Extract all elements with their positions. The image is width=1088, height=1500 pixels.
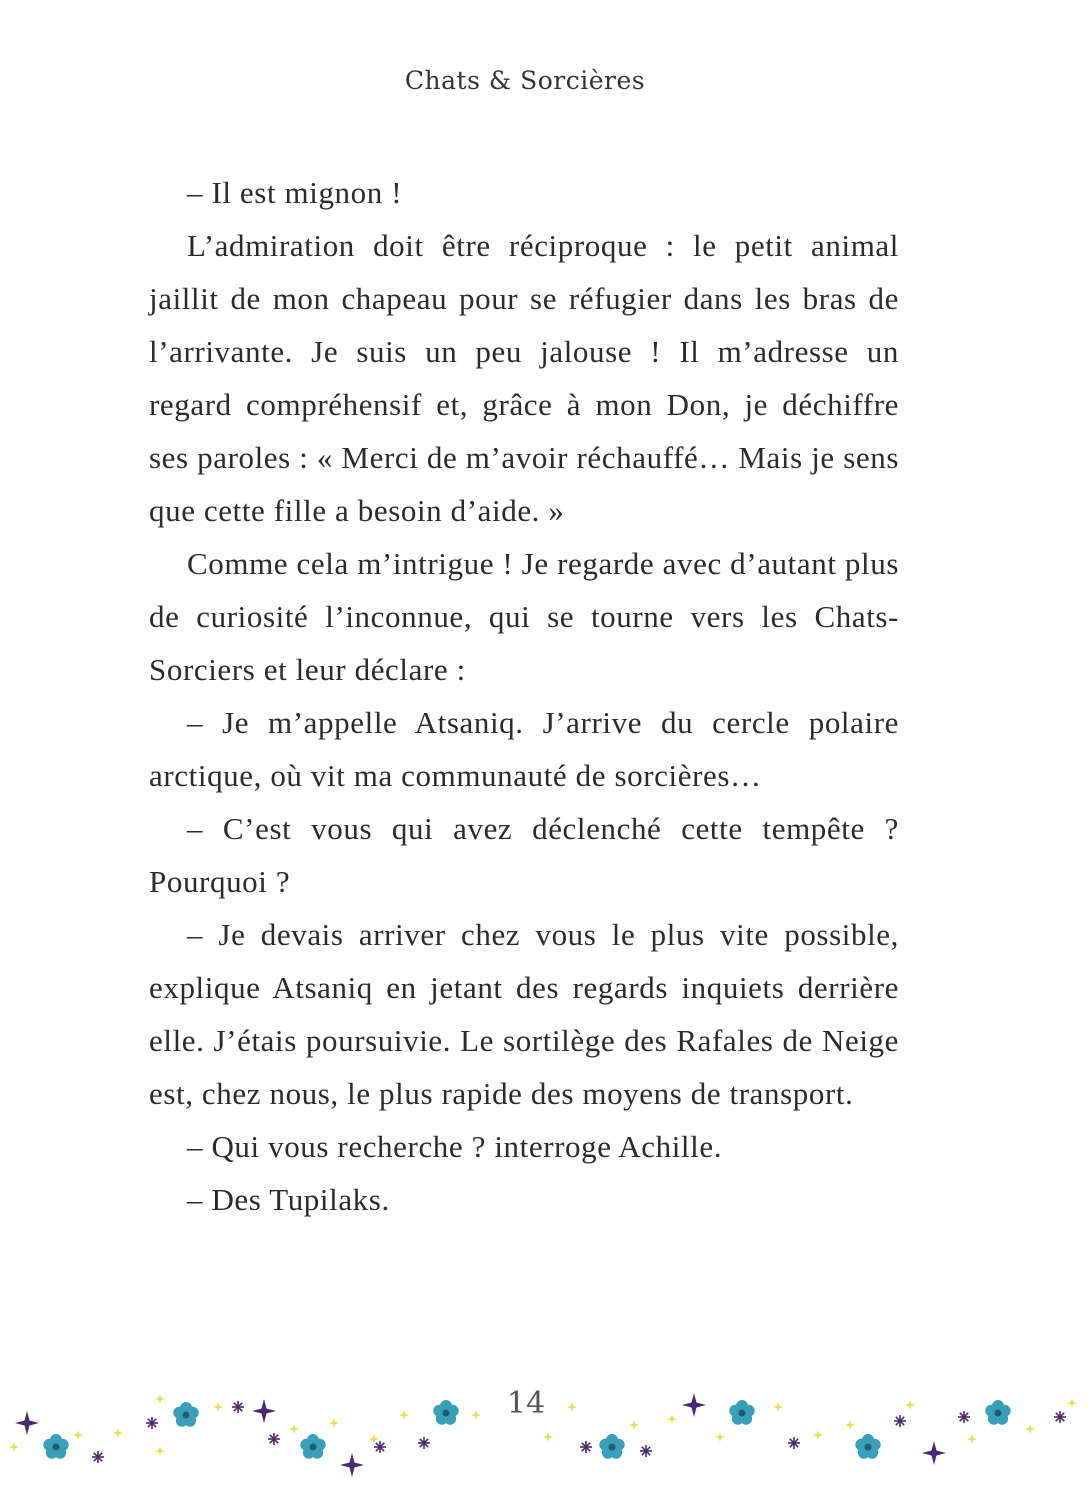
page-number: 14 xyxy=(506,1386,546,1421)
running-header: Chats & Sorcières xyxy=(404,66,646,95)
star-icons xyxy=(15,1393,946,1477)
paragraph: – Qui vous recherche ? interroge Achille. xyxy=(187,1129,723,1164)
paragraph: – Des Tupilaks. xyxy=(187,1182,390,1217)
body-text xyxy=(149,166,899,1226)
paragraph: – Je m’appelle Atsaniq. J’arrive du cercle polaire arctique, où vit ma communauté de sorcières… xyxy=(149,705,899,793)
paragraph: – Je devais arriver chez vous le plus vite possible, explique Atsaniq en jetant des regards inquiets derrière elle. J’étais poursuivie. Le sortilège des Rafales de Neige est, chez nous, le plus rapide des moyens de transport. xyxy=(149,917,899,1111)
asterisk-icons xyxy=(92,1401,1066,1463)
paragraph: – Il est mignon ! xyxy=(187,175,403,210)
paragraph: Comme cela m’intrigue ! Je regarde avec d’autant plus de curiosité l’inconnue, qui se tourne vers les Chats-Sorciers et leur déclare : xyxy=(149,546,899,687)
paragraph: – C’est vous qui avez déclenché cette tempête ? Pourquoi ? xyxy=(149,811,899,899)
paragraph: L’admiration doit être réciproque : le petit animal jaillit de mon chapeau pour se réfugier dans les bras de l’arrivante. Je suis un peu jalouse ! Il m’adresse un regard compréhensif et, grâce à mon Don, je déchiffre ses paroles : « Merci de m’avoir réchauffé… Mais je sens que cette fille a besoin d’aide. » xyxy=(149,228,899,528)
